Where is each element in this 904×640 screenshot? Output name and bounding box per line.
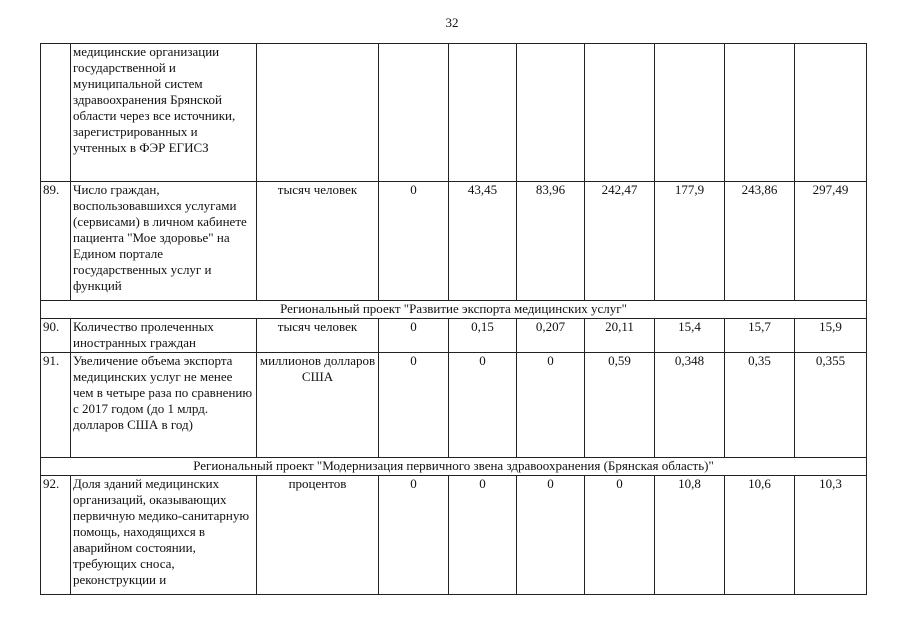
unit-cell: тысяч человек [257,182,379,301]
table-row-continuation [41,44,867,182]
row-number-cell [41,44,71,182]
indicator-name-cell: Увеличение объема экспорта медицинских услуг не менее чем в четыре раза по сравнению с 2017 годом (до 1 млрд. долларов США в год) [71,353,257,458]
value-cell [379,44,449,182]
value-cell: 0,15 [449,319,517,353]
value-cell: 297,49 [795,182,867,301]
value-cell: 83,96 [517,182,585,301]
unit-cell: миллионов долларов США [257,353,379,458]
value-cell: 20,11 [585,319,655,353]
value-cell: 15,4 [655,319,725,353]
indicator-name-cell: Доля зданий медицинских организаций, оказывающих первичную медико-санитарную помощь, находящихся в аварийном состоянии, требующих сноса, реконструкции и [71,476,257,595]
value-cell: 15,9 [795,319,867,353]
value-cell: 15,7 [725,319,795,353]
value-cell: 43,45 [449,182,517,301]
value-cell: 0 [379,476,449,595]
value-cell [449,44,517,182]
unit-cell [257,44,379,182]
value-cell [585,44,655,182]
indicator-name-cell: Количество пролеченных иностранных граждан [71,319,257,353]
value-cell: 0,35 [725,353,795,458]
value-cell: 0,207 [517,319,585,353]
indicator-name-cell: медицинские организации государственной и муниципальной систем здравоохранения Брянской области через все источники, зарегистрированных и учтенных в ФЭР ЕГИСЗ [71,44,257,182]
unit-cell: тысяч человек [257,319,379,353]
value-cell: 0 [379,182,449,301]
table-row-90 [41,319,867,353]
value-cell: 0 [379,353,449,458]
value-cell: 10,8 [655,476,725,595]
value-cell: 0 [449,476,517,595]
value-cell: 0 [517,476,585,595]
section-title: Региональный проект "Модернизация первичного звена здравоохранения (Брянская область)" [41,458,867,476]
table-row-91 [41,353,867,458]
value-cell: 0,348 [655,353,725,458]
indicators-table [40,43,867,595]
value-cell: 243,86 [725,182,795,301]
row-number-cell: 90. [41,319,71,353]
indicator-name-cell: Число граждан, воспользовавшихся услугами (сервисами) в личном кабинете пациента "Мое здоровье" на Едином портале государственных услуг и функций [71,182,257,301]
page-number: 32 [445,15,459,30]
section-row-primary-care [41,458,867,476]
row-number-cell: 92. [41,476,71,595]
value-cell: 0 [517,353,585,458]
value-cell: 0,355 [795,353,867,458]
value-cell: 10,6 [725,476,795,595]
value-cell: 0 [379,319,449,353]
row-number-cell: 89. [41,182,71,301]
value-cell [725,44,795,182]
value-cell: 242,47 [585,182,655,301]
unit-cell: процентов [257,476,379,595]
value-cell: 0,59 [585,353,655,458]
value-cell [517,44,585,182]
table-row-89 [41,182,867,301]
row-number-cell: 91. [41,353,71,458]
value-cell: 10,3 [795,476,867,595]
section-row-export [41,301,867,319]
value-cell [655,44,725,182]
value-cell: 177,9 [655,182,725,301]
value-cell: 0 [585,476,655,595]
value-cell [795,44,867,182]
table-row-92 [41,476,867,595]
section-title: Региональный проект "Развитие экспорта медицинских услуг" [41,301,867,319]
value-cell: 0 [449,353,517,458]
